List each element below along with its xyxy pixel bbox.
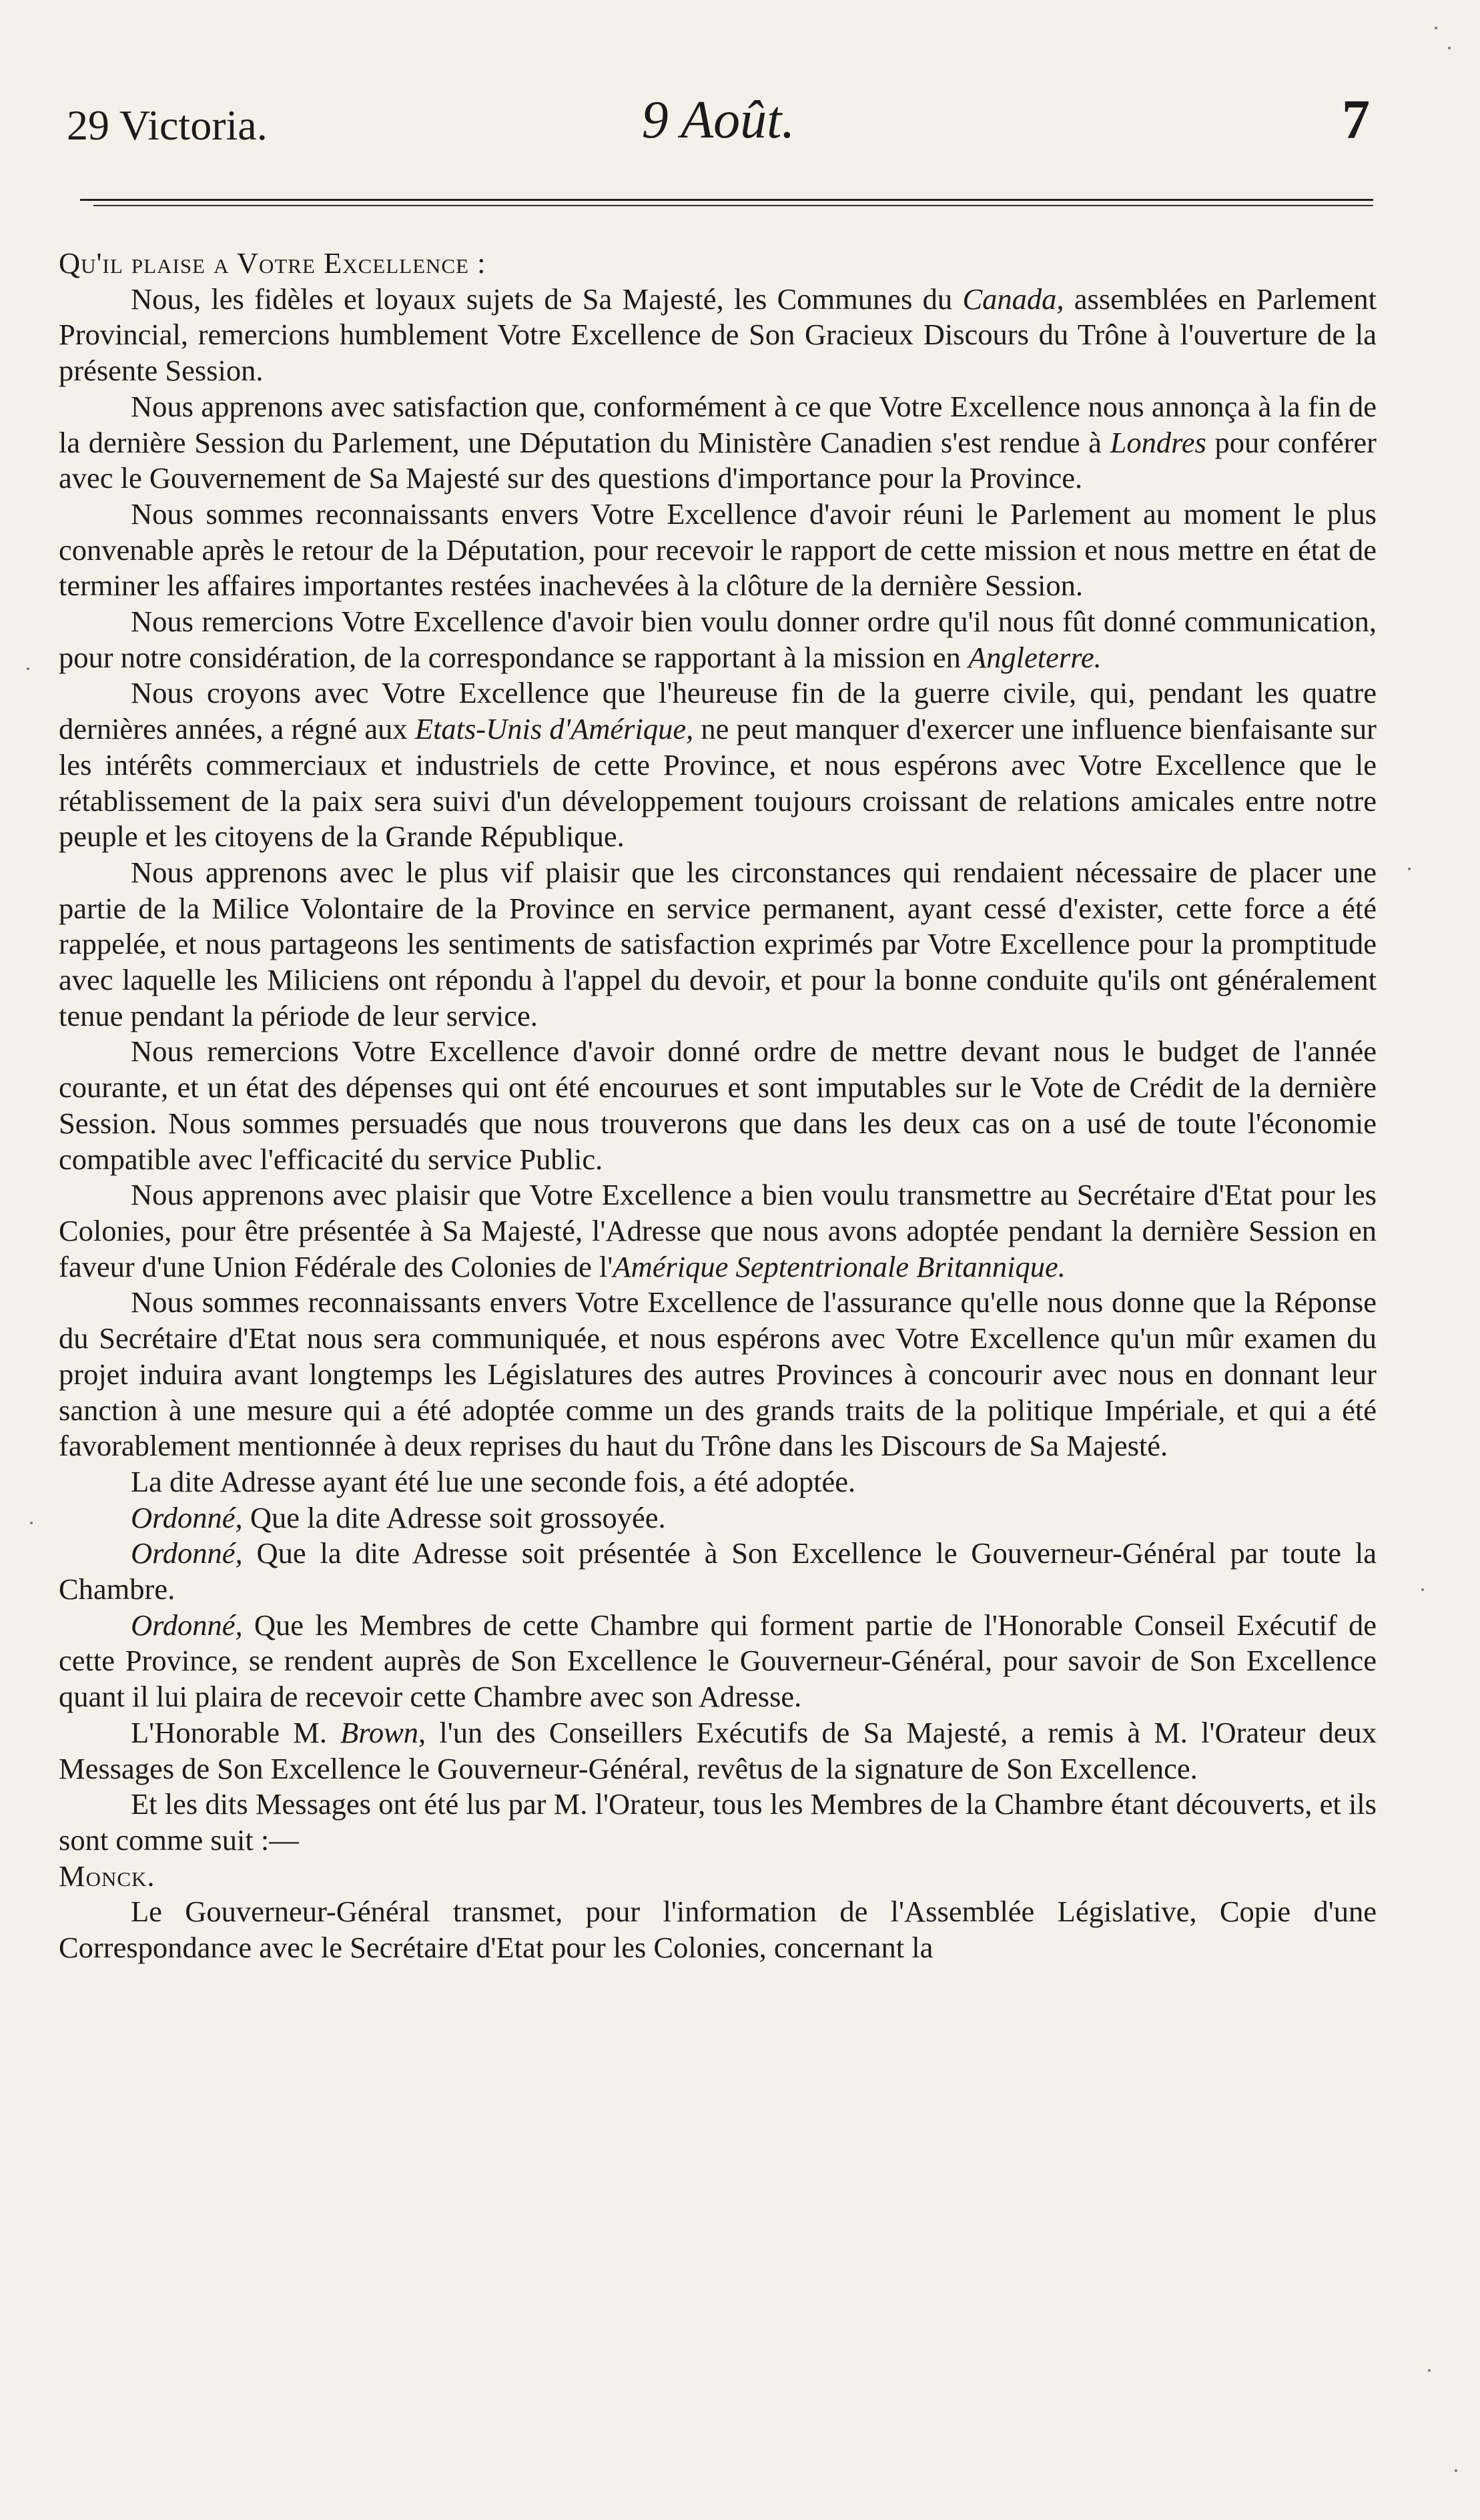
order-2 (59, 1536, 1377, 1607)
text: Nous apprenons avec satisfaction que, conformément à ce que Votre Excellence nous annonça à la fin de la dernière Session du Parlement, une Députation du Ministère Canadien s'est rendue à (59, 389, 1377, 459)
scan-speck (1448, 47, 1451, 49)
paragraph-5 (59, 675, 1377, 855)
scan-speck (1408, 868, 1411, 870)
header-rule-top (80, 199, 1373, 201)
scan-speck (30, 1522, 33, 1524)
paragraph-7: Nous remercions Votre Excellence d'avoir donné ordre de mettre devant nous le budget de l'année courante, et un état des dépenses qui ont été encourues et sont imputables sur le Vote de Crédit de la dernière Session. Nous sommes persuadés que nous trouverons que dans les deux cas on a usé de toute l'économie compatible avec l'efficacité du service Public. (59, 1034, 1377, 1176)
page-header (67, 83, 1370, 157)
document-body (59, 246, 1377, 1966)
emphasis: Etats-Unis d'Amérique, (414, 712, 694, 746)
emphasis: Londres (1110, 425, 1206, 459)
text: L'Honorable M. (131, 1715, 341, 1749)
header-rule-bottom (93, 205, 1373, 206)
text: Nous, les fidèles et loyaux sujets de Sa Majesté, les Communes du (131, 282, 963, 316)
scan-speck (1421, 1588, 1424, 1591)
emphasis: Canada, (962, 282, 1064, 316)
emphasis: Amérique Septentrionale Britannique. (613, 1249, 1066, 1283)
text: pour conférer avec le Gouvernement de Sa Majesté sur des questions d'importance pour la Province. (59, 425, 1377, 495)
text: Que la dite Adresse soit grossoyée. (242, 1500, 666, 1534)
text: ne peut manquer d'exercer une influence bienfaisante sur les intérêts commerciaux et industriels de cette Province, et nous espérons avec Votre Excellence que le rétablissement de la paix sera suivi d'un développement toujours croissant de relations amicales entre notre peuple et les citoyens de la Grande République. (59, 712, 1377, 854)
emphasis: Angleterre. (968, 640, 1102, 674)
emphasis: Ordonné, (131, 1608, 243, 1642)
header-regnal-year: 29 Victoria. (67, 101, 268, 149)
paragraph-9: Nous sommes reconnaissants envers Votre Excellence de l'assurance qu'elle nous donne que la Réponse du Secrétaire d'Etat nous sera communiquée, et nous espérons avec Votre Excellence qu'un mûr examen du projet induira avant longtemps les Législatures des autres Provinces à concourir avec nous en donnant leur sanction à une mesure qui a été adoptée comme un des grands traits de la politique Impériale, et qui a été favorablement mentionnée à deux reprises du haut du Trône dans les Discours de Sa Majesté. (59, 1285, 1377, 1463)
paragraph-8 (59, 1177, 1377, 1285)
paragraph-1 (59, 282, 1377, 389)
header-date: 9 Août. (641, 91, 795, 149)
scan-speck (1435, 27, 1437, 29)
paragraph-3: Nous sommes reconnaissants envers Votre Excellence d'avoir réuni le Parlement au moment le plus convenable après le retour de la Députation, pour recevoir le rapport de cette mission et nous mettre en état de terminer les affaires importantes restées inachevées à la clôture de la dernière Session. (59, 497, 1377, 603)
text: Nous remercions Votre Excellence d'avoir bien voulu donner ordre qu'il nous fût donné communication, pour notre considération, de la correspondance se rapportant à la mission en (59, 605, 1377, 674)
emphasis: Ordonné, (131, 1500, 243, 1534)
paragraph-6: Nous apprenons avec le plus vif plaisir que les circonstances qui rendaient nécessaire de placer une partie de la Milice Volontaire de la Province en service permanent, ayant cessé d'exister, cette force a été rappelée, et nous partageons les sentiments de satisfaction exprimés par Votre Excellence pour la promptitude avec laquelle les Miliciens ont répondu à l'appel du devoir, et pour la bonne conduite qu'ils ont généralement tenue pendant la période de leur service. (59, 855, 1377, 1032)
page-number: 7 (1342, 89, 1370, 151)
text: Nous apprenons avec plaisir que Votre Excellence a bien voulu transmettre au Secrétaire d'Etat pour les Colonies, pour être présentée à Sa Majesté, l'Adresse que nous avons adoptée pendant la dernière Session en faveur d'une Union Fédérale des Colonies de l' (59, 1178, 1377, 1283)
emphasis: Ordonné, (131, 1536, 243, 1570)
text: Que les Membres de cette Chambre qui forment partie de l'Honorable Conseil Exécutif de cette Province, se rendent auprès de Son Excellence le Gouverneur-Général, pour savoir de Son Excellence quant il lui plaira de recevoir cette Chambre avec son Adresse. (59, 1608, 1377, 1714)
text: Que la dite Adresse soit présentée à Son Excellence le Gouverneur-Général par toute la Chambre. (59, 1536, 1377, 1606)
paragraph-15: Et les dits Messages ont été lus par M. l'Orateur, tous les Membres de la Chambre étant découverts, et ils sont comme suit :— (59, 1787, 1377, 1857)
order-3 (59, 1608, 1377, 1715)
signature: Monck. (59, 1859, 155, 1893)
order-1 (59, 1500, 1377, 1536)
scan-speck (1428, 2369, 1431, 2372)
text: assemblées en Parlement Provincial, remercions humblement Votre Excellence de Son Gracieux Discours du Trône à l'ouverture de la présente Session. (59, 282, 1377, 388)
paragraph-2 (59, 389, 1377, 497)
emphasis: Brown, (340, 1715, 426, 1749)
paragraph-16: Le Gouverneur-Général transmet, pour l'information de l'Assemblée Législative, Copie d'une Correspondance avec le Secrétaire d'Etat pour les Colonies, concernant la (59, 1895, 1377, 1965)
paragraph-14 (59, 1715, 1377, 1787)
text: l'un des Conseillers Exécutifs de Sa Majesté, a remis à M. l'Orateur deux Messages de Son Excellence le Gouverneur-Général, revêtus de la signature de Son Excellence. (59, 1715, 1377, 1785)
paragraph-10: La dite Adresse ayant été lue une seconde fois, a été adoptée. (131, 1464, 856, 1498)
salutation: Qu'il plaise a Votre Excellence : (59, 246, 486, 280)
text: Nous croyons avec Votre Excellence que l'heureuse fin de la guerre civile, qui, pendant les quatre dernières années, a régné aux (59, 676, 1377, 746)
paragraph-4 (59, 604, 1377, 675)
scan-speck (27, 667, 29, 670)
scan-speck (1455, 2469, 1457, 2472)
